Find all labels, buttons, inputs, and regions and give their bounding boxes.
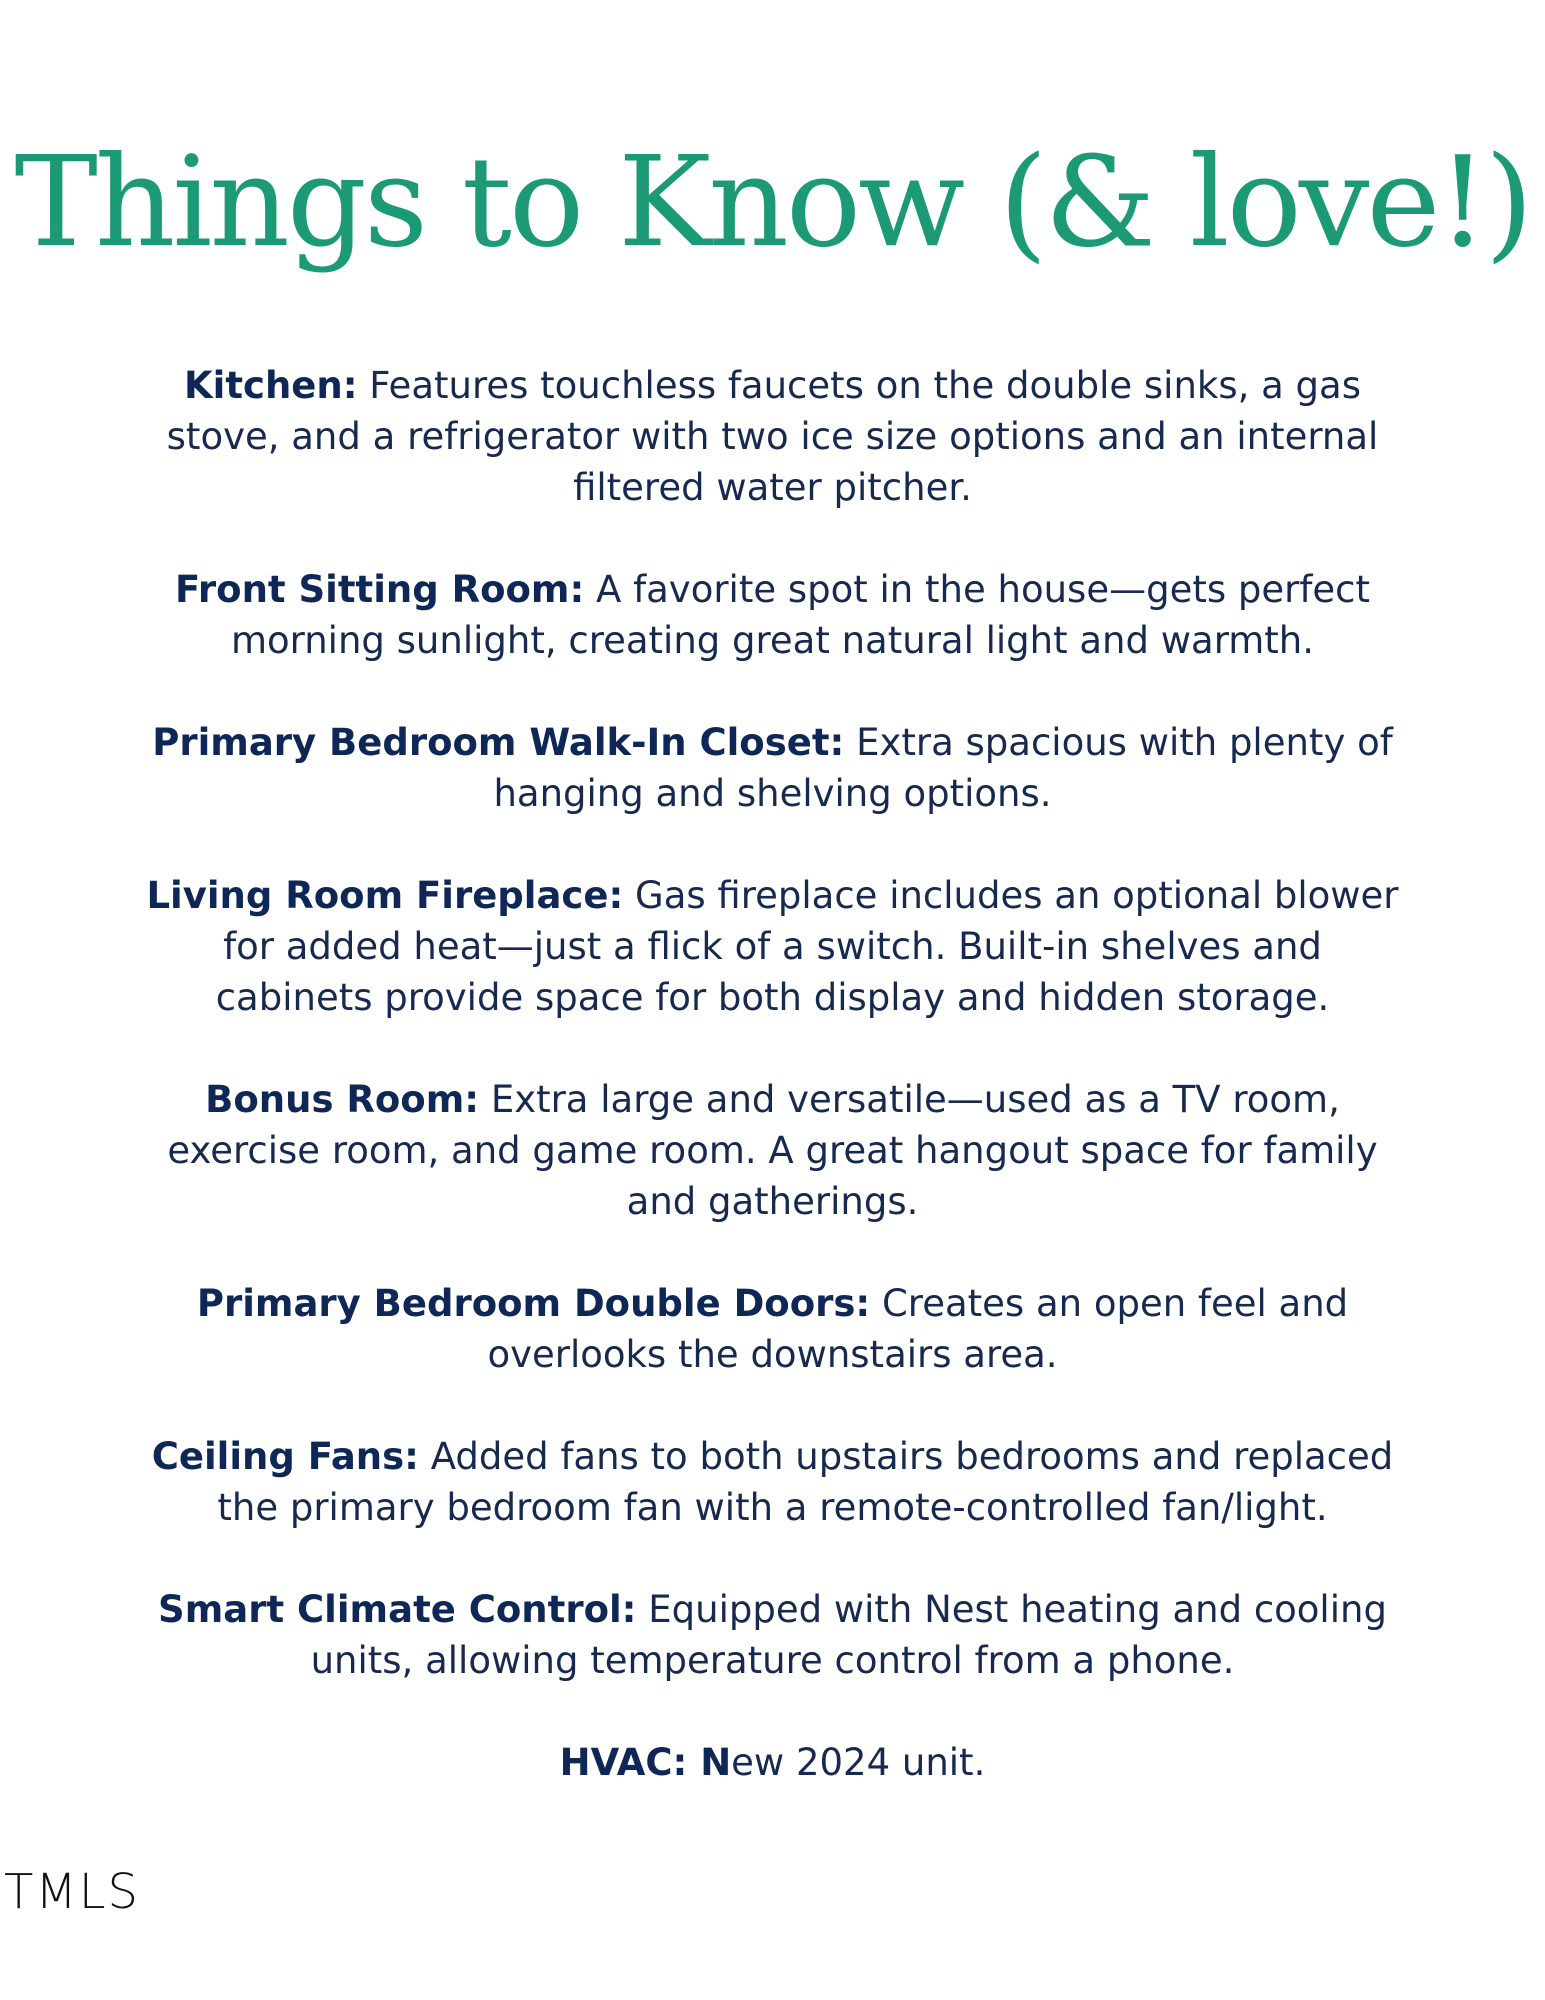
feature-smart-climate-control — [140, 1584, 1405, 1686]
feature-text: Equipped with Nest heating and cooling units, allowing temperature control from a phone. — [310, 1588, 1387, 1682]
feature-label: Front Sitting Room: — [175, 568, 585, 611]
feature-primary-bedroom-doors — [140, 1278, 1405, 1380]
page-title: Things to Know (& love!) — [14, 130, 1531, 275]
feature-label: Smart Climate Control: — [158, 1588, 637, 1631]
feature-ceiling-fans — [140, 1431, 1405, 1533]
feature-label: Primary Bedroom Double Doors: — [196, 1282, 871, 1325]
feature-text: Creates an open feel and overlooks the downstairs area. — [487, 1282, 1349, 1376]
feature-primary-bedroom-closet — [140, 717, 1405, 819]
feature-text: A favorite spot in the house—gets perfect morning sunlight, creating great natural light and warmth. — [230, 568, 1370, 662]
feature-text: ew 2024 unit. — [731, 1741, 986, 1784]
feature-text: Features touchless faucets on the double sinks, a gas stove, and a refrigerator with two ice size options and an internal filtered water pitcher. — [166, 364, 1379, 509]
feature-text: Extra large and versatile—used as a TV room, exercise room, and game room. A great hangout space for family and gatherings. — [167, 1078, 1378, 1223]
feature-label: Primary Bedroom Walk-In Closet: — [152, 721, 845, 764]
feature-label: Kitchen: — [183, 364, 358, 407]
feature-front-sitting-room — [140, 564, 1405, 666]
feature-list — [140, 360, 1405, 1788]
feature-bonus-room — [140, 1074, 1405, 1227]
feature-text: Gas fireplace includes an optional blower for added heat—just a flick of a switch. Built-in shelves and cabinets provide space for both display and hidden storage. — [215, 874, 1399, 1019]
feature-kitchen — [140, 360, 1405, 513]
feature-label: Living Room Fireplace: — [146, 874, 624, 917]
feature-hvac — [140, 1737, 1405, 1788]
feature-label: Bonus Room: — [205, 1078, 480, 1121]
watermark-logo: TMLS — [4, 1864, 140, 1920]
feature-living-room-fireplace — [140, 870, 1405, 1023]
feature-label: HVAC: N — [559, 1741, 732, 1784]
feature-text: Extra spacious with plenty of hanging and shelving options. — [493, 721, 1393, 815]
feature-text: Added fans to both upstairs bedrooms and replaced the primary bedroom fan with a remote-controlled fan/light. — [217, 1435, 1394, 1529]
feature-label: Ceiling Fans: — [151, 1435, 419, 1478]
